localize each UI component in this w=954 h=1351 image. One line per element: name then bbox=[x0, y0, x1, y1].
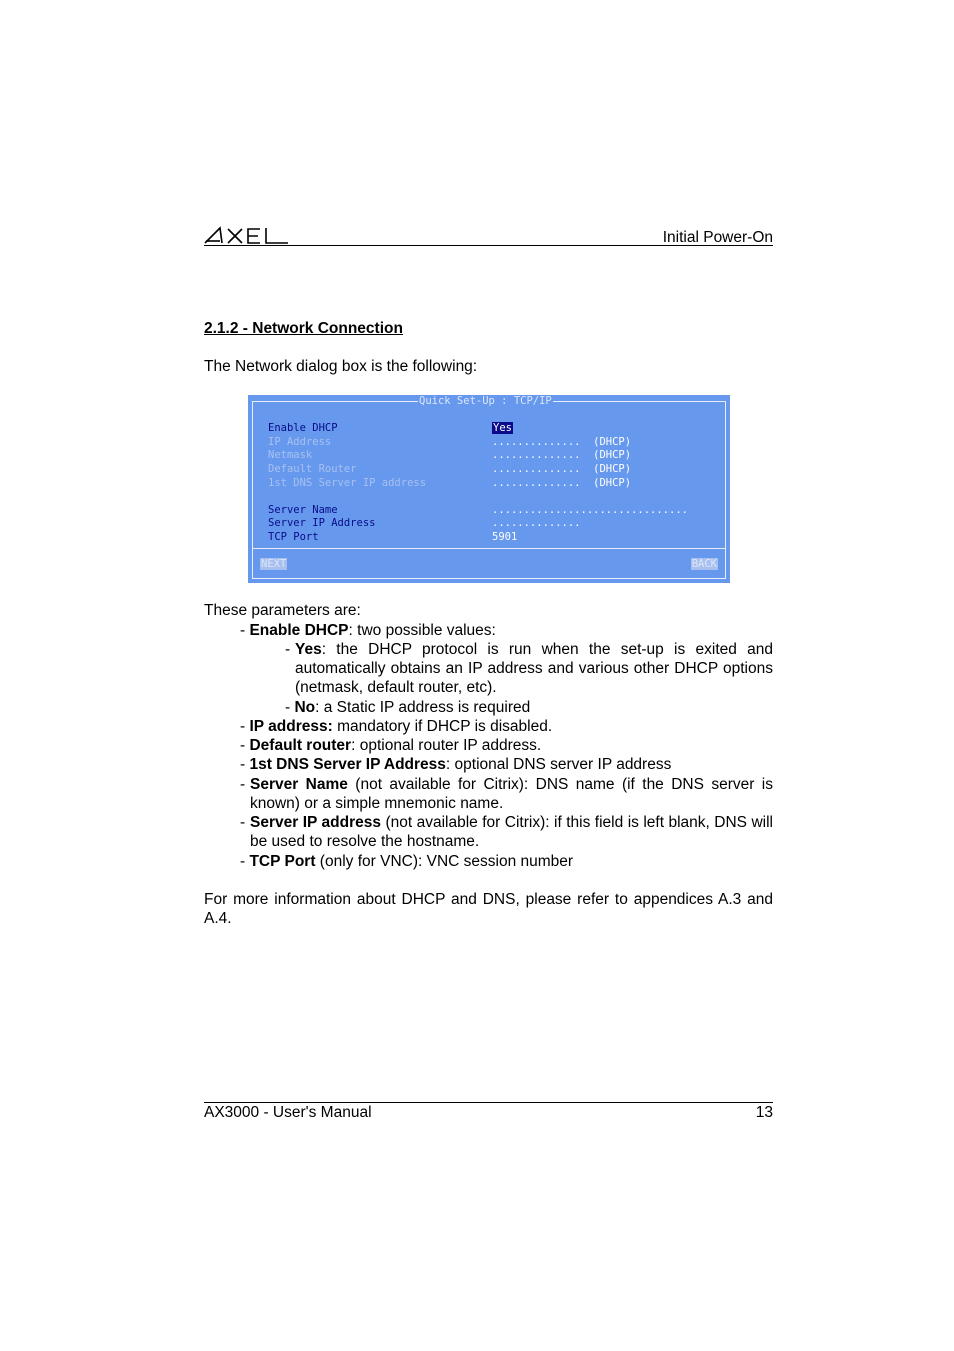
param-desc: : a Static IP address is required bbox=[315, 699, 531, 716]
param-no: - No: a Static IP address is required bbox=[285, 699, 531, 716]
server-ip-field[interactable]: .............. bbox=[492, 517, 581, 529]
param-router: - Default router: optional router IP address. bbox=[240, 737, 542, 754]
param-name: 1st DNS Server IP Address bbox=[249, 756, 446, 773]
next-button[interactable]: NEXT bbox=[261, 558, 287, 570]
param-tcp: - TCP Port (only for VNC): VNC session number bbox=[240, 853, 574, 870]
param-enable-dhcp: - Enable DHCP: two possible values: bbox=[240, 622, 496, 639]
server-name-field[interactable]: ............................... bbox=[492, 504, 688, 516]
param-name: Server IP address bbox=[250, 814, 381, 831]
tcp-port-field[interactable]: 5901 bbox=[492, 531, 518, 543]
param-desc: (not available for Citrix): DNS name (if the DNS server is known) or a simple mnemonic name. bbox=[250, 776, 773, 813]
param-desc: : two possible values: bbox=[348, 622, 496, 639]
param-dns: - 1st DNS Server IP Address: optional DNS server IP address bbox=[240, 756, 672, 773]
section-title: 2.1.2 - Network Connection bbox=[204, 320, 403, 337]
param-name: TCP Port bbox=[249, 853, 316, 870]
param-desc: (only for VNC): VNC session number bbox=[315, 853, 574, 870]
param-desc: : the DHCP protocol is run when the set-up is exited and automatically obtains an IP address and various other DHCP options (netmask, default router, etc). bbox=[295, 641, 773, 697]
param-name: Server Name bbox=[250, 776, 348, 793]
param-name: IP address: bbox=[249, 718, 333, 735]
dash: - bbox=[285, 641, 291, 658]
tcp-port-label: TCP Port bbox=[268, 531, 319, 543]
ip-address-field[interactable]: .............. (DHCP) bbox=[492, 436, 632, 448]
dash: - bbox=[240, 776, 246, 793]
netmask-label: Netmask bbox=[268, 449, 313, 461]
param-server-name bbox=[250, 775, 773, 813]
param-desc: : optional DNS server IP address bbox=[445, 756, 672, 773]
param-desc: : optional router IP address. bbox=[351, 737, 542, 754]
server-ip-label: Server IP Address bbox=[268, 517, 376, 529]
param-yes bbox=[295, 640, 773, 698]
header-rule bbox=[204, 245, 773, 246]
closing-paragraph: For more information about DHCP and DNS, please refer to appendices A.3 and A.4. bbox=[204, 891, 773, 928]
default-router-field[interactable]: .............. (DHCP) bbox=[492, 463, 632, 475]
param-name: Enable DHCP bbox=[249, 622, 349, 639]
header-title: Initial Power-On bbox=[662, 229, 773, 246]
params-intro: These parameters are: bbox=[204, 602, 361, 619]
ip-address-label: IP Address bbox=[268, 436, 332, 448]
param-name: No bbox=[294, 699, 316, 716]
dialog-separator bbox=[252, 548, 726, 549]
param-desc: mandatory if DHCP is disabled. bbox=[332, 718, 553, 735]
netmask-field[interactable]: .............. (DHCP) bbox=[492, 449, 632, 461]
param-ip: - IP address: mandatory if DHCP is disabled. bbox=[240, 718, 553, 735]
dns-server-field[interactable]: .............. (DHCP) bbox=[492, 477, 632, 489]
page-number: 13 bbox=[755, 1104, 773, 1121]
enable-dhcp-field[interactable]: Yes bbox=[493, 422, 512, 434]
back-button[interactable]: BACK bbox=[691, 558, 717, 570]
footer-rule bbox=[204, 1102, 773, 1103]
default-router-label: Default Router bbox=[268, 463, 357, 475]
server-name-label: Server Name bbox=[268, 504, 338, 516]
param-name: Yes bbox=[295, 641, 322, 658]
dash: - bbox=[240, 814, 246, 831]
enable-dhcp-label: Enable DHCP bbox=[268, 422, 338, 434]
dns-server-label: 1st DNS Server IP address bbox=[268, 477, 427, 489]
dialog-title: Quick Set-Up : TCP/IP bbox=[419, 395, 552, 407]
network-dialog bbox=[248, 395, 730, 583]
axel-logo bbox=[204, 225, 290, 245]
intro-text: The Network dialog box is the following: bbox=[204, 358, 478, 375]
param-server-ip bbox=[250, 813, 773, 851]
param-name: Default router bbox=[249, 737, 352, 754]
footer-title: AX3000 - User's Manual bbox=[204, 1104, 372, 1121]
param-desc: (not available for Citrix): if this field is left blank, DNS will be used to resolve the hostname. bbox=[250, 814, 773, 851]
